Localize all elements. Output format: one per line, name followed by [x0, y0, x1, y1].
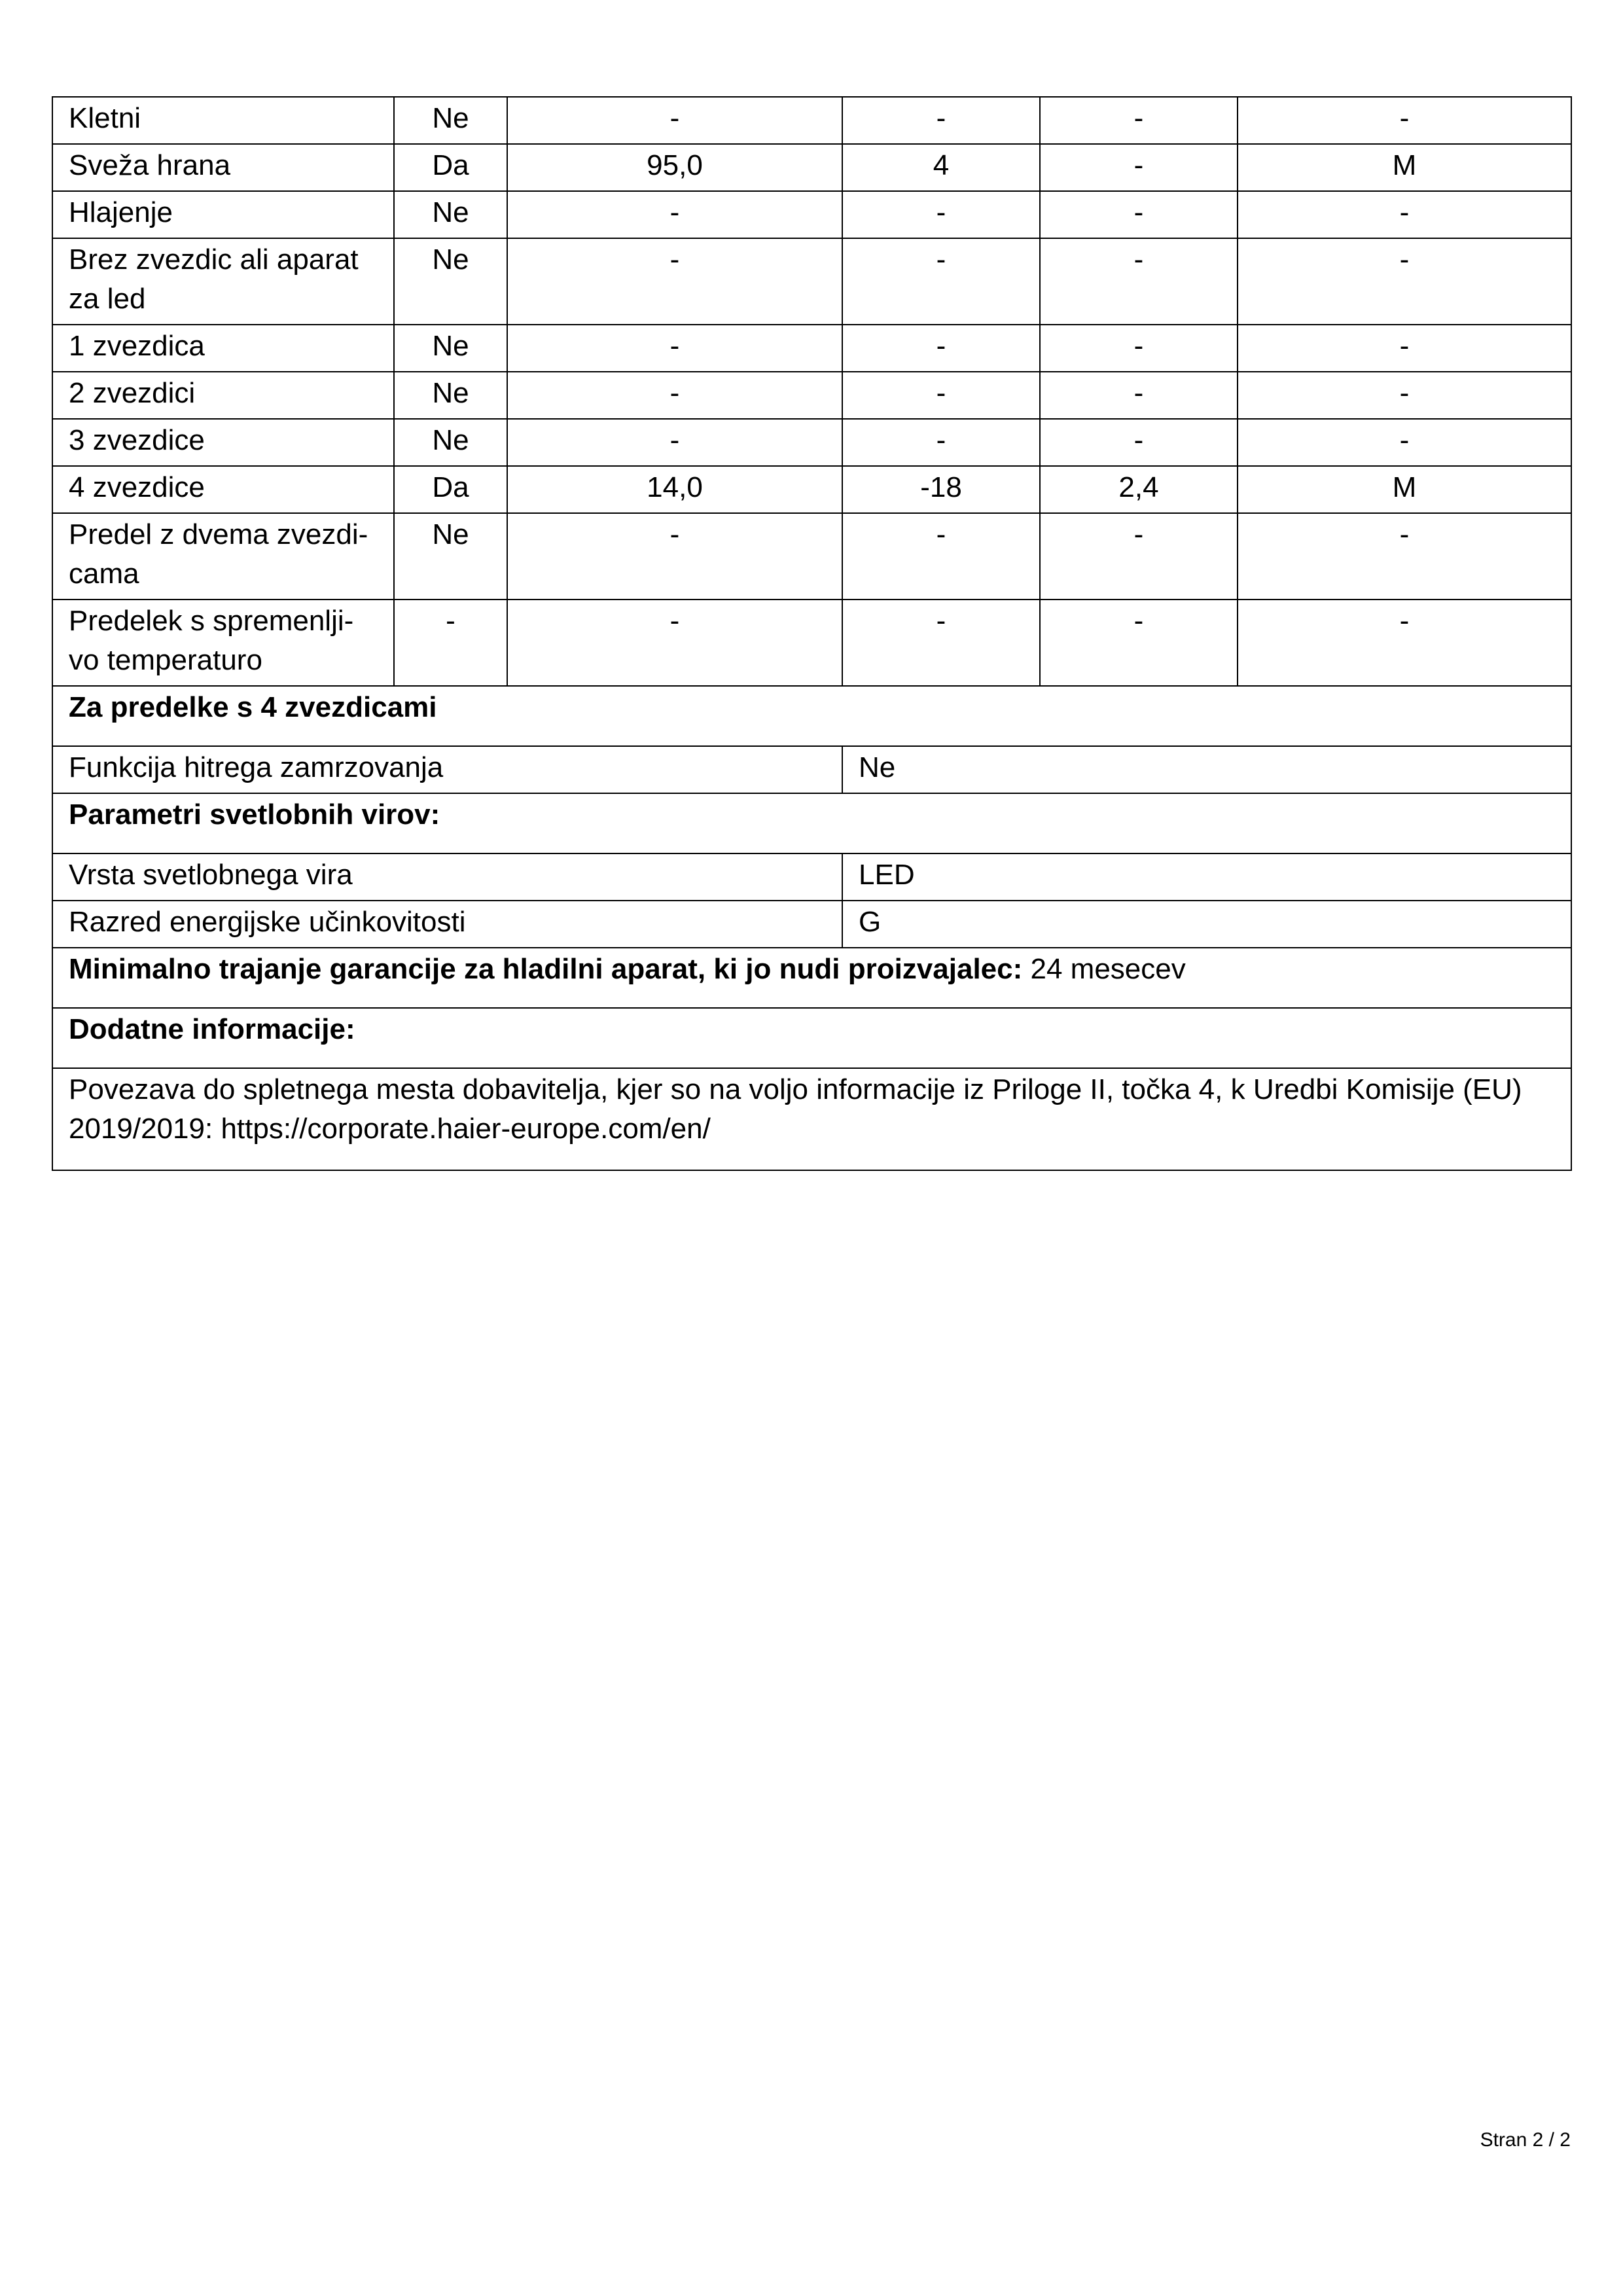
compartment-temperature: -	[842, 372, 1040, 419]
compartment-name: 4 zvezdice	[52, 466, 394, 513]
light-source-type-label: Vrsta svetlobnega vira	[52, 853, 842, 901]
compartment-temperature: -	[842, 600, 1040, 686]
compartment-freezing: -	[1040, 144, 1238, 191]
compartment-volume: -	[507, 419, 842, 466]
compartment-volume: -	[507, 238, 842, 325]
compartment-name: 2 zvezdici	[52, 372, 394, 419]
section-heading-row	[52, 1008, 1571, 1068]
light-source-type-value: LED	[842, 853, 1571, 901]
section-heading-row	[52, 686, 1571, 746]
compartment-defrost: -	[1238, 238, 1571, 325]
table-row	[52, 901, 1571, 948]
compartment-freezing: -	[1040, 372, 1238, 419]
compartment-name: 1 zvezdica	[52, 325, 394, 372]
compartment-temperature: 4	[842, 144, 1040, 191]
compartment-defrost: -	[1238, 97, 1571, 144]
compartment-present: -	[394, 600, 507, 686]
compartment-present: Ne	[394, 372, 507, 419]
light-source-section-heading: Parametri svetlobnih virov:	[52, 793, 1571, 853]
table-row	[52, 1068, 1571, 1170]
compartment-volume: -	[507, 372, 842, 419]
compartment-name: Predelek s spremenlji-vo temperaturo	[52, 600, 394, 686]
table-row	[52, 191, 1571, 238]
fast-freeze-label: Funkcija hitrega zamrzovanja	[52, 746, 842, 793]
compartment-present: Ne	[394, 513, 507, 600]
compartment-volume: -	[507, 191, 842, 238]
compartment-name: Predel z dvema zvezdi-cama	[52, 513, 394, 600]
compartment-defrost: M	[1238, 144, 1571, 191]
page-number: Stran 2 / 2	[1480, 2129, 1571, 2151]
compartment-defrost: -	[1238, 513, 1571, 600]
compartment-volume: -	[507, 97, 842, 144]
compartment-freezing: -	[1040, 97, 1238, 144]
compartment-present: Ne	[394, 238, 507, 325]
compartment-freezing: -	[1040, 325, 1238, 372]
guarantee-row	[52, 948, 1571, 1008]
compartment-freezing: 2,4	[1040, 466, 1238, 513]
guarantee-value: 24 mesecev	[1030, 953, 1186, 985]
compartment-volume: -	[507, 325, 842, 372]
additional-info-text: Povezava do spletnega mesta dobavitelja, kjer so na voljo informacije iz Priloge II, točka 4, k Uredbi Komisije (EU) 2019/2019: https://corporate.haier-europe.com/en/	[52, 1068, 1571, 1170]
compartment-defrost: -	[1238, 600, 1571, 686]
table-row	[52, 853, 1571, 901]
compartment-temperature: -	[842, 325, 1040, 372]
compartment-defrost: -	[1238, 325, 1571, 372]
compartment-present: Da	[394, 466, 507, 513]
table-row	[52, 238, 1571, 325]
compartment-name: Kletni	[52, 97, 394, 144]
table-row	[52, 746, 1571, 793]
table-row	[52, 144, 1571, 191]
compartment-present: Ne	[394, 325, 507, 372]
table-row	[52, 466, 1571, 513]
table-row	[52, 419, 1571, 466]
compartment-present: Da	[394, 144, 507, 191]
guarantee-cell	[52, 948, 1571, 1008]
compartment-temperature: -	[842, 97, 1040, 144]
compartment-defrost: -	[1238, 191, 1571, 238]
compartment-freezing: -	[1040, 191, 1238, 238]
table-row	[52, 513, 1571, 600]
compartment-present: Ne	[394, 419, 507, 466]
fast-freeze-value: Ne	[842, 746, 1571, 793]
compartment-name: Hlajenje	[52, 191, 394, 238]
compartment-temperature: -	[842, 513, 1040, 600]
compartment-temperature: -	[842, 191, 1040, 238]
compartment-volume: 95,0	[507, 144, 842, 191]
compartment-present: Ne	[394, 97, 507, 144]
compartment-defrost: M	[1238, 466, 1571, 513]
energy-class-value: G	[842, 901, 1571, 948]
compartment-freezing: -	[1040, 238, 1238, 325]
section-heading-row	[52, 793, 1571, 853]
table-row	[52, 97, 1571, 144]
four-star-section-heading: Za predelke s 4 zvezdicami	[52, 686, 1571, 746]
compartment-defrost: -	[1238, 372, 1571, 419]
compartment-temperature: -	[842, 238, 1040, 325]
compartment-present: Ne	[394, 191, 507, 238]
table-row	[52, 600, 1571, 686]
compartment-volume: -	[507, 513, 842, 600]
compartment-volume: -	[507, 600, 842, 686]
compartment-defrost: -	[1238, 419, 1571, 466]
table-row	[52, 372, 1571, 419]
compartment-temperature: -18	[842, 466, 1040, 513]
additional-info-heading: Dodatne informacije:	[52, 1008, 1571, 1068]
compartment-freezing: -	[1040, 419, 1238, 466]
table-row	[52, 325, 1571, 372]
compartment-name: Brez zvezdic ali aparat za led	[52, 238, 394, 325]
compartment-temperature: -	[842, 419, 1040, 466]
guarantee-label: Minimalno trajanje garancije za hladilni aparat, ki jo nudi proizvajalec:	[69, 953, 1023, 985]
compartment-freezing: -	[1040, 513, 1238, 600]
compartment-volume: 14,0	[507, 466, 842, 513]
product-info-table	[52, 96, 1572, 1171]
compartment-name: Sveža hrana	[52, 144, 394, 191]
energy-class-label: Razred energijske učinkovitosti	[52, 901, 842, 948]
compartment-freezing: -	[1040, 600, 1238, 686]
compartment-name: 3 zvezdice	[52, 419, 394, 466]
